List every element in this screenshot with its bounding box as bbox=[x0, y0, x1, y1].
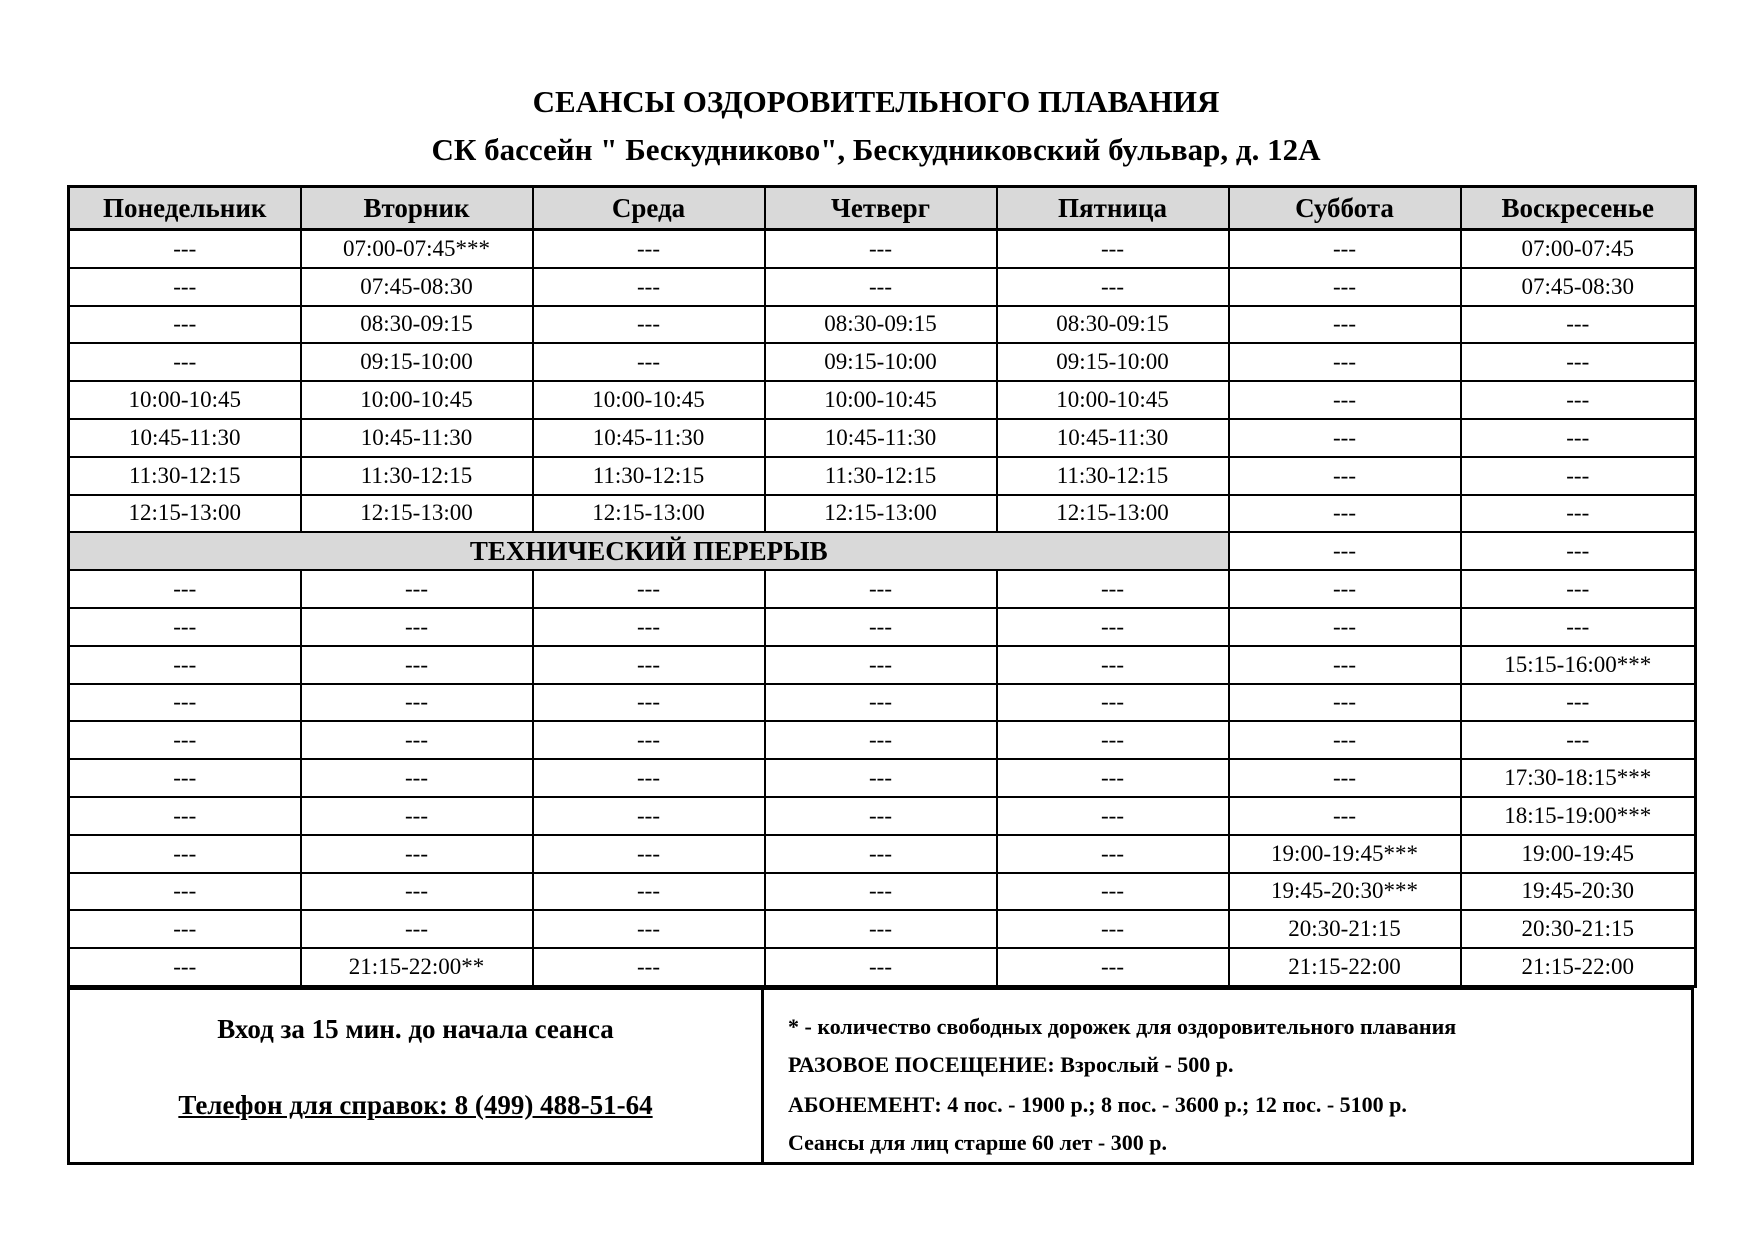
schedule-row bbox=[69, 948, 1696, 986]
session-cell: --- bbox=[301, 759, 533, 797]
session-cell: --- bbox=[1229, 684, 1461, 722]
session-cell: 10:45-11:30 bbox=[533, 419, 765, 457]
schedule-row bbox=[69, 721, 1696, 759]
session-cell: --- bbox=[765, 268, 997, 306]
session-cell: --- bbox=[533, 570, 765, 608]
note-free-lanes: * - количество свободных дорожек для оздоровительного плавания bbox=[788, 1014, 1457, 1039]
session-cell: --- bbox=[301, 570, 533, 608]
technical-break-label: ТЕХНИЧЕСКИЙ ПЕРЕРЫВ bbox=[69, 532, 1229, 570]
session-cell: --- bbox=[1229, 419, 1461, 457]
session-cell: 12:15-13:00 bbox=[997, 495, 1229, 533]
page-title: СЕАНСЫ ОЗДОРОВИТЕЛЬНОГО ПЛАВАНИЯ bbox=[532, 84, 1220, 119]
session-cell: --- bbox=[301, 873, 533, 911]
footer bbox=[67, 987, 1694, 1165]
session-cell: --- bbox=[765, 835, 997, 873]
session-cell: --- bbox=[69, 721, 301, 759]
session-cell: 07:45-08:30 bbox=[301, 268, 533, 306]
schedule-row bbox=[69, 684, 1696, 722]
session-cell: --- bbox=[533, 797, 765, 835]
page-subtitle: СК бассейн " Бескудниково", Бескудниковский бульвар, д. 12А bbox=[431, 132, 1321, 167]
footer-contact bbox=[70, 990, 764, 1162]
session-cell: --- bbox=[997, 910, 1229, 948]
session-cell: --- bbox=[1229, 381, 1461, 419]
schedule-row bbox=[69, 230, 1696, 268]
session-cell: --- bbox=[533, 835, 765, 873]
session-cell: 21:15-22:00** bbox=[301, 948, 533, 986]
session-cell: --- bbox=[1229, 608, 1461, 646]
session-cell: --- bbox=[1461, 343, 1696, 381]
session-cell: --- bbox=[997, 684, 1229, 722]
session-cell: 19:45-20:30 bbox=[1461, 873, 1696, 911]
session-cell: 19:00-19:45*** bbox=[1229, 835, 1461, 873]
note-subscription: АБОНЕМЕНТ: 4 пос. - 1900 р.; 8 пос. - 3600 р.; 12 пос. - 5100 р. bbox=[788, 1092, 1407, 1117]
session-cell: --- bbox=[301, 721, 533, 759]
session-cell: --- bbox=[997, 608, 1229, 646]
session-cell: --- bbox=[1461, 457, 1696, 495]
session-cell: 10:00-10:45 bbox=[69, 381, 301, 419]
session-cell: 17:30-18:15*** bbox=[1461, 759, 1696, 797]
session-cell: --- bbox=[997, 797, 1229, 835]
schedule-row bbox=[69, 646, 1696, 684]
schedule-row bbox=[69, 419, 1696, 457]
session-cell: --- bbox=[1461, 532, 1696, 570]
session-cell: --- bbox=[765, 684, 997, 722]
session-cell: --- bbox=[1229, 759, 1461, 797]
break-row bbox=[69, 532, 1696, 570]
session-cell: --- bbox=[1461, 721, 1696, 759]
session-cell: --- bbox=[69, 835, 301, 873]
session-cell: --- bbox=[1461, 419, 1696, 457]
session-cell: --- bbox=[1461, 306, 1696, 344]
session-cell: --- bbox=[1229, 268, 1461, 306]
note-seniors: Сеансы для лиц старше 60 лет - 300 р. bbox=[788, 1130, 1167, 1155]
session-cell: 10:00-10:45 bbox=[765, 381, 997, 419]
session-cell: 10:45-11:30 bbox=[69, 419, 301, 457]
schedule-row bbox=[69, 759, 1696, 797]
session-cell: 08:30-09:15 bbox=[765, 306, 997, 344]
day-header-thursday: Четверг bbox=[765, 187, 997, 230]
session-cell: 11:30-12:15 bbox=[301, 457, 533, 495]
schedule-table bbox=[67, 185, 1697, 988]
session-cell: --- bbox=[997, 835, 1229, 873]
schedule-row bbox=[69, 268, 1696, 306]
session-cell: --- bbox=[533, 646, 765, 684]
session-cell: --- bbox=[1461, 495, 1696, 533]
session-cell: --- bbox=[533, 684, 765, 722]
session-cell: 10:00-10:45 bbox=[301, 381, 533, 419]
session-cell: 20:30-21:15 bbox=[1229, 910, 1461, 948]
footer-notes bbox=[764, 990, 1691, 1162]
session-cell: 18:15-19:00*** bbox=[1461, 797, 1696, 835]
session-cell: --- bbox=[69, 570, 301, 608]
session-cell: --- bbox=[1461, 608, 1696, 646]
schedule-row bbox=[69, 381, 1696, 419]
session-cell: --- bbox=[1229, 721, 1461, 759]
session-cell: --- bbox=[69, 684, 301, 722]
schedule-row bbox=[69, 570, 1696, 608]
session-cell: 09:15-10:00 bbox=[997, 343, 1229, 381]
session-cell: --- bbox=[301, 608, 533, 646]
session-cell: 09:15-10:00 bbox=[765, 343, 997, 381]
session-cell: 11:30-12:15 bbox=[69, 457, 301, 495]
session-cell: --- bbox=[533, 721, 765, 759]
session-cell: --- bbox=[1229, 570, 1461, 608]
note-single-visit: РАЗОВОЕ ПОСЕЩЕНИЕ: Взрослый - 500 р. bbox=[788, 1052, 1234, 1077]
session-cell: --- bbox=[1229, 457, 1461, 495]
session-cell: --- bbox=[765, 759, 997, 797]
session-cell: --- bbox=[301, 797, 533, 835]
day-header-tuesday: Вторник bbox=[301, 187, 533, 230]
session-cell: --- bbox=[1229, 797, 1461, 835]
session-cell: --- bbox=[1229, 646, 1461, 684]
session-cell: --- bbox=[997, 721, 1229, 759]
session-cell: --- bbox=[69, 230, 301, 268]
session-cell: 07:00-07:45 bbox=[1461, 230, 1696, 268]
schedule-row bbox=[69, 343, 1696, 381]
day-header-row bbox=[69, 187, 1696, 230]
session-cell: --- bbox=[1461, 570, 1696, 608]
session-cell: --- bbox=[69, 343, 301, 381]
day-header-sunday: Воскресенье bbox=[1461, 187, 1696, 230]
session-cell: 07:00-07:45*** bbox=[301, 230, 533, 268]
session-cell: --- bbox=[997, 759, 1229, 797]
session-cell: --- bbox=[1229, 495, 1461, 533]
schedule-row bbox=[69, 910, 1696, 948]
session-cell: --- bbox=[69, 797, 301, 835]
session-cell: 21:15-22:00 bbox=[1229, 948, 1461, 986]
session-cell: --- bbox=[1461, 684, 1696, 722]
session-cell: --- bbox=[301, 910, 533, 948]
session-cell: --- bbox=[533, 759, 765, 797]
session-cell: --- bbox=[765, 230, 997, 268]
session-cell: 10:45-11:30 bbox=[301, 419, 533, 457]
session-cell: 11:30-12:15 bbox=[997, 457, 1229, 495]
session-cell: --- bbox=[301, 646, 533, 684]
phone-info: Телефон для справок: 8 (499) 488-51-64 bbox=[178, 1090, 653, 1120]
session-cell: 07:45-08:30 bbox=[1461, 268, 1696, 306]
day-header-friday: Пятница bbox=[997, 187, 1229, 230]
session-cell: --- bbox=[69, 759, 301, 797]
schedule-row bbox=[69, 797, 1696, 835]
session-cell: --- bbox=[765, 608, 997, 646]
session-cell: --- bbox=[69, 873, 301, 911]
session-cell: 12:15-13:00 bbox=[301, 495, 533, 533]
session-cell: --- bbox=[997, 570, 1229, 608]
schedule-row bbox=[69, 873, 1696, 911]
session-cell: 08:30-09:15 bbox=[997, 306, 1229, 344]
session-cell: 19:45-20:30*** bbox=[1229, 873, 1461, 911]
session-cell: 10:00-10:45 bbox=[533, 381, 765, 419]
session-cell: --- bbox=[533, 343, 765, 381]
session-cell: --- bbox=[1461, 381, 1696, 419]
session-cell: 21:15-22:00 bbox=[1461, 948, 1696, 986]
session-cell: --- bbox=[997, 230, 1229, 268]
session-cell: --- bbox=[997, 948, 1229, 986]
session-cell: --- bbox=[533, 268, 765, 306]
schedule-row bbox=[69, 608, 1696, 646]
session-cell: --- bbox=[997, 646, 1229, 684]
session-cell: 10:45-11:30 bbox=[997, 419, 1229, 457]
session-cell: 19:00-19:45 bbox=[1461, 835, 1696, 873]
session-cell: --- bbox=[997, 873, 1229, 911]
session-cell: --- bbox=[533, 306, 765, 344]
session-cell: --- bbox=[69, 268, 301, 306]
session-cell: --- bbox=[1229, 230, 1461, 268]
session-cell: 10:00-10:45 bbox=[997, 381, 1229, 419]
session-cell: --- bbox=[533, 873, 765, 911]
session-cell: --- bbox=[765, 873, 997, 911]
session-cell: 12:15-13:00 bbox=[765, 495, 997, 533]
session-cell: 09:15-10:00 bbox=[301, 343, 533, 381]
session-cell: --- bbox=[765, 797, 997, 835]
session-cell: --- bbox=[765, 721, 997, 759]
session-cell: --- bbox=[1229, 343, 1461, 381]
session-cell: --- bbox=[765, 646, 997, 684]
schedule-row bbox=[69, 457, 1696, 495]
session-cell: 15:15-16:00*** bbox=[1461, 646, 1696, 684]
session-cell: 11:30-12:15 bbox=[533, 457, 765, 495]
day-header-monday: Понедельник bbox=[69, 187, 301, 230]
session-cell: --- bbox=[765, 910, 997, 948]
session-cell: 11:30-12:15 bbox=[765, 457, 997, 495]
session-cell: --- bbox=[301, 835, 533, 873]
session-cell: --- bbox=[301, 684, 533, 722]
day-header-wednesday: Среда bbox=[533, 187, 765, 230]
entry-note: Вход за 15 мин. до начала сеанса bbox=[217, 1014, 614, 1044]
session-cell: --- bbox=[69, 646, 301, 684]
session-cell: --- bbox=[765, 570, 997, 608]
session-cell: --- bbox=[533, 608, 765, 646]
session-cell: --- bbox=[765, 948, 997, 986]
session-cell: --- bbox=[533, 230, 765, 268]
session-cell: 08:30-09:15 bbox=[301, 306, 533, 344]
session-cell: --- bbox=[69, 948, 301, 986]
session-cell: --- bbox=[1229, 306, 1461, 344]
session-cell: --- bbox=[533, 910, 765, 948]
session-cell: --- bbox=[1229, 532, 1461, 570]
session-cell: 12:15-13:00 bbox=[69, 495, 301, 533]
session-cell: --- bbox=[69, 608, 301, 646]
session-cell: 12:15-13:00 bbox=[533, 495, 765, 533]
day-header-saturday: Суббота bbox=[1229, 187, 1461, 230]
schedule-row bbox=[69, 306, 1696, 344]
session-cell: --- bbox=[533, 948, 765, 986]
session-cell: 10:45-11:30 bbox=[765, 419, 997, 457]
schedule-row bbox=[69, 835, 1696, 873]
session-cell: 20:30-21:15 bbox=[1461, 910, 1696, 948]
session-cell: --- bbox=[69, 306, 301, 344]
schedule-row bbox=[69, 495, 1696, 533]
session-cell: --- bbox=[69, 910, 301, 948]
session-cell: --- bbox=[997, 268, 1229, 306]
